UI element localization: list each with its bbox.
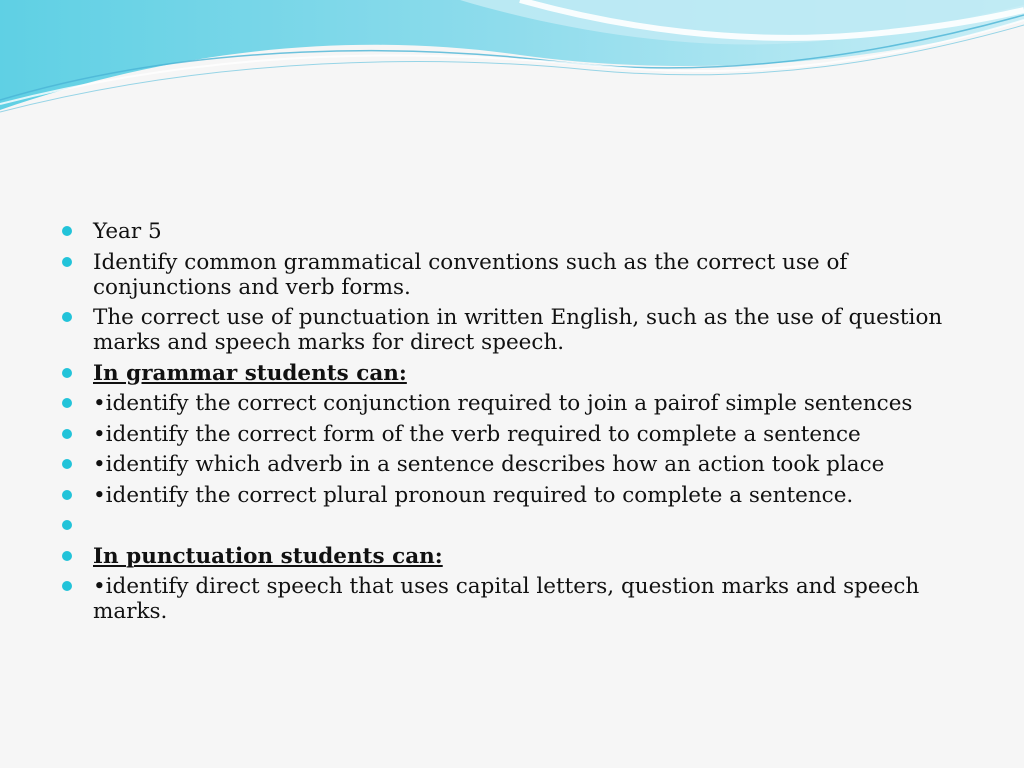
bullet-item	[60, 422, 960, 447]
bullet-dot-icon	[62, 257, 72, 267]
bullet-dot-icon	[62, 398, 72, 408]
bullet-dot-icon	[62, 226, 72, 236]
bullet-item	[60, 361, 960, 386]
grammar-heading: In grammar students can:	[93, 360, 407, 386]
bullet-text: •identify which adverb in a sentence describes how an action took place	[93, 452, 885, 477]
bullet-dot-icon	[62, 312, 72, 322]
decorative-wave-header	[0, 0, 1024, 130]
bullet-text: •identify the correct form of the verb required to complete a sentence	[93, 421, 861, 447]
bullet-text: The correct use of punctuation in written English, such as the use of question marks and speech marks for direct speech.	[93, 305, 943, 355]
bullet-dot-icon	[62, 429, 72, 439]
bullet-dot-icon	[62, 490, 72, 500]
bullet-item	[60, 452, 960, 477]
punctuation-heading: In punctuation students can:	[93, 543, 443, 569]
bullet-text: Year 5	[93, 219, 162, 244]
bullet-dot-icon	[62, 520, 72, 530]
bullet-item-empty	[60, 513, 960, 538]
bullet-content	[60, 219, 960, 630]
bullet-item	[60, 305, 960, 355]
bullet-dot-icon	[62, 459, 72, 469]
bullet-item	[60, 483, 960, 508]
bullet-list	[60, 219, 960, 624]
bullet-item	[60, 219, 960, 244]
bullet-text: •identify the correct plural pronoun required to complete a sentence.	[93, 482, 854, 508]
bullet-item	[60, 574, 960, 624]
bullet-text: •identify the correct conjunction required to join a pairof simple sentences	[93, 391, 913, 416]
bullet-item	[60, 544, 960, 569]
bullet-text: •identify direct speech that uses capital letters, question marks and speech marks.	[93, 574, 920, 624]
bullet-item	[60, 250, 960, 300]
bullet-dot-icon	[62, 368, 72, 378]
bullet-text: Identify common grammatical conventions such as the correct use of conjunctions and verb forms.	[93, 249, 848, 300]
bullet-dot-icon	[62, 581, 72, 591]
bullet-item	[60, 391, 960, 416]
bullet-dot-icon	[62, 551, 72, 561]
